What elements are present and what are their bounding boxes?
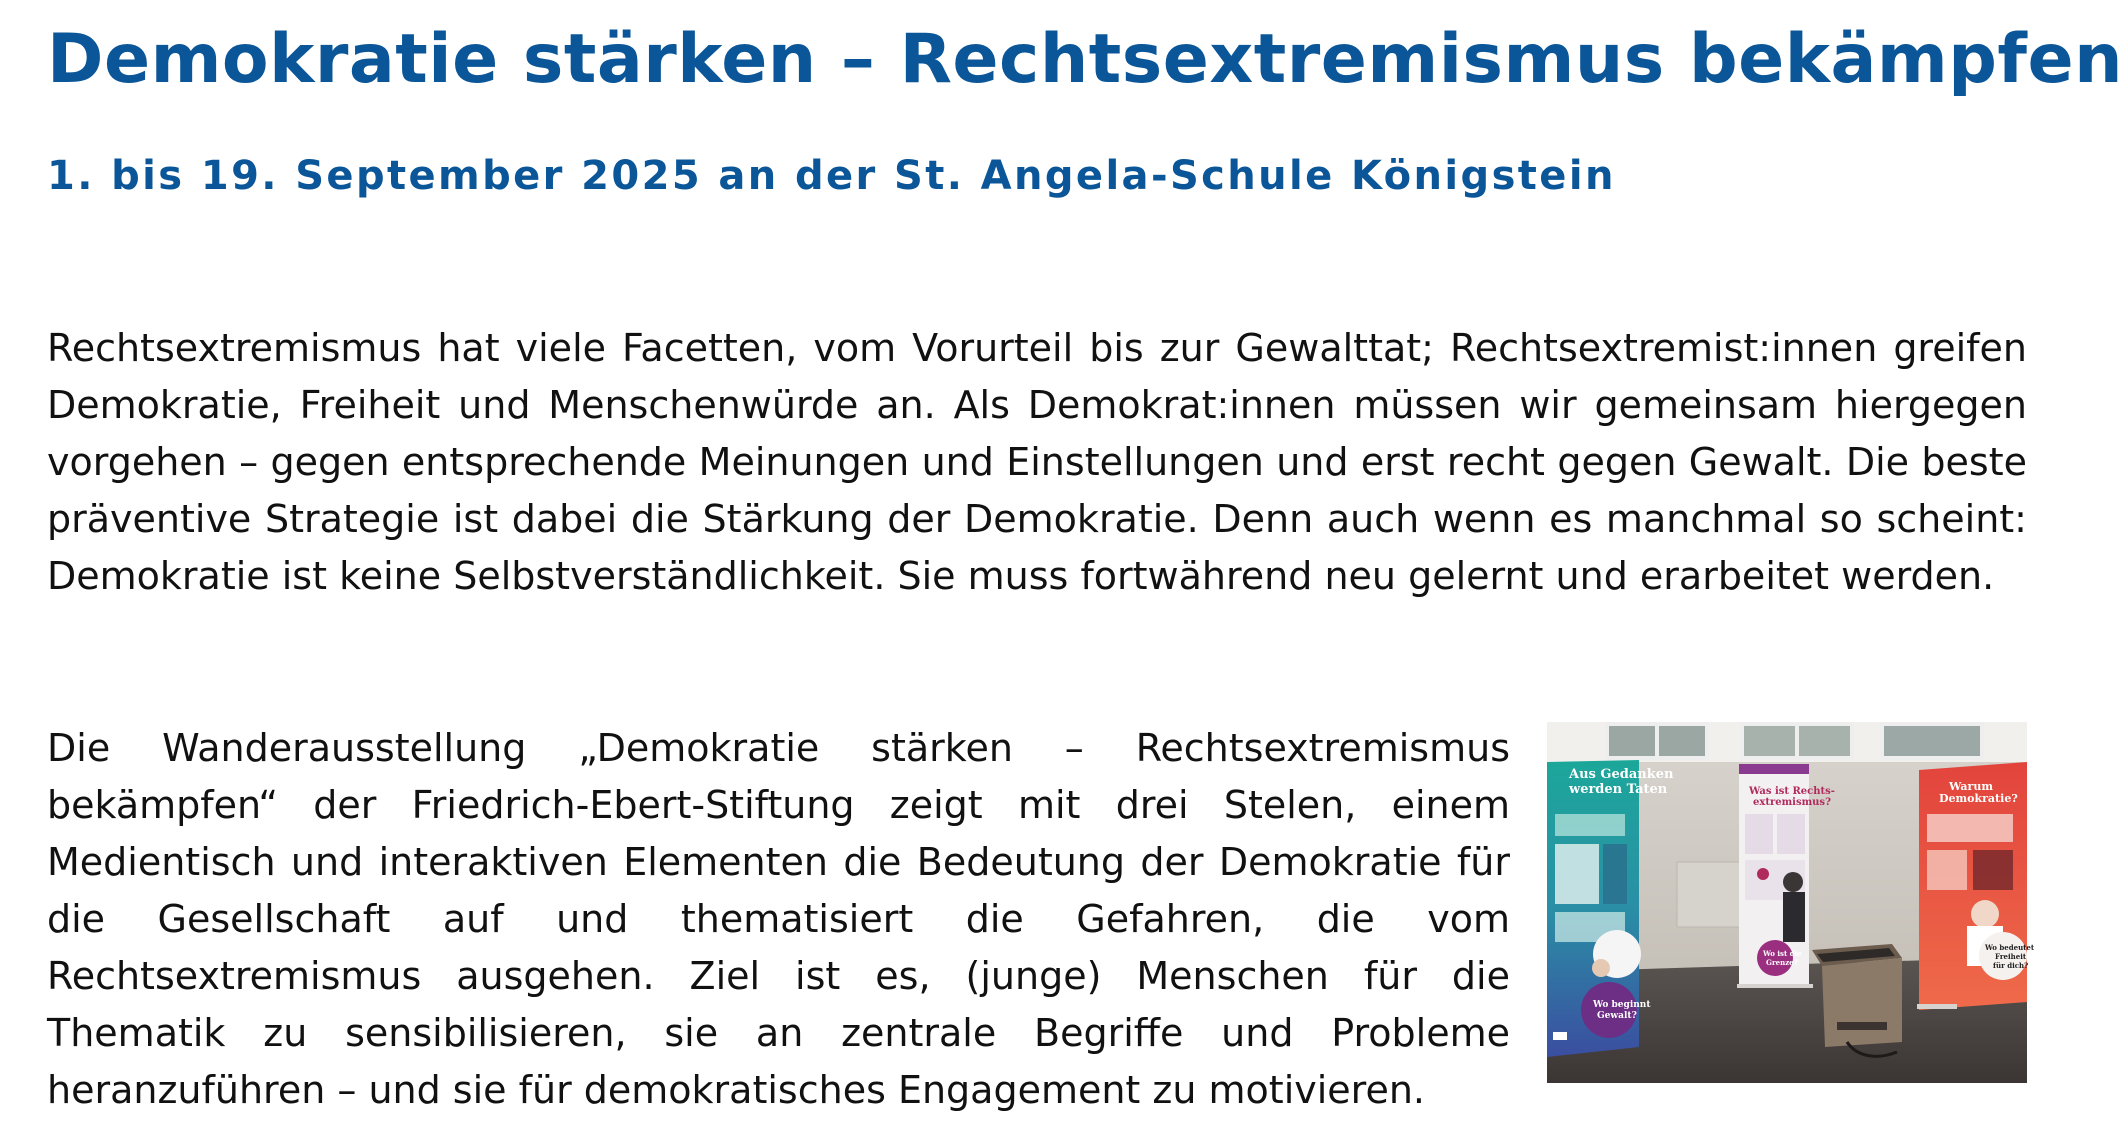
stele-right — [1917, 762, 2035, 1010]
window-icon — [1607, 724, 1982, 758]
stele-right-bubble-3: für dich? — [1993, 961, 2029, 970]
stele-center-heading-1: Was ist Rechts- — [1749, 786, 1835, 797]
media-table — [1812, 944, 1902, 1047]
stele-center-bubble-1: Wo ist die — [1763, 949, 1802, 958]
stele-right-bubble-2: Freiheit — [1995, 952, 2027, 961]
stele-left-bubble-2: Gewalt? — [1597, 1011, 1637, 1021]
stele-left-bubble-1: Wo beginnt — [1593, 1000, 1651, 1010]
intro-paragraph: Rechtsextremismus hat viele Facetten, vom Vorurteil bis zur Gewalttat; Rechtsextremist:innen greifen Demokratie, Freiheit und Menschenwürde an. Als Demokrat:innen müssen wir gemeinsam hiergegen vorgehen – gegen entsprechende Meinungen und Einstellungen und erst recht gegen Gewalt. Die beste präventive Strategie ist dabei die Stärkung der Demokratie. Denn auch wenn es manchmal so scheint: Demokratie ist keine Selbstverständlichkeit. Sie muss fortwährend neu gelernt und erarbeitet werden. — [47, 326, 2027, 598]
exhibition-photo — [1547, 722, 2035, 1083]
stele-right-heading-2: Demokratie? — [1939, 792, 2018, 805]
stele-center-bubble-2: Grenze? — [1766, 958, 1798, 967]
stele-right-bubble-1: Wo bedeutet — [1985, 943, 2035, 952]
event-date-subtitle: 1. bis 19. September 2025 an der St. Angela-Schule Königstein — [47, 153, 1616, 199]
page-title: Demokratie stärken – Rechtsextremismus bekämpfen — [47, 20, 2123, 99]
exhibition-paragraph: Die Wanderausstellung „Demokratie stärken – Rechtsextremismus bekämpfen“ der Friedrich-Ebert-Stiftung zeigt mit drei Stelen, einem Medientisch und interaktiven Elementen die Bedeutung der Demokratie für die Gesellschaft auf und thematisiert die Gefahren, die vom Rechtsextremismus ausgehen. Ziel ist es, (junge) Menschen für die Thematik zu sensibilisieren, sie an zentrale Begriffe und Probleme heranzuführen – und sie für demokratisches Engagement zu motivieren. — [47, 726, 1510, 1112]
stele-center-heading-2: extremismus? — [1753, 797, 1831, 808]
stele-left-heading-2: werden Taten — [1569, 782, 1668, 797]
stele-left-heading-1: Aus Gedanken — [1569, 767, 1674, 782]
stele-right-heading-1: Warum — [1949, 780, 1993, 793]
